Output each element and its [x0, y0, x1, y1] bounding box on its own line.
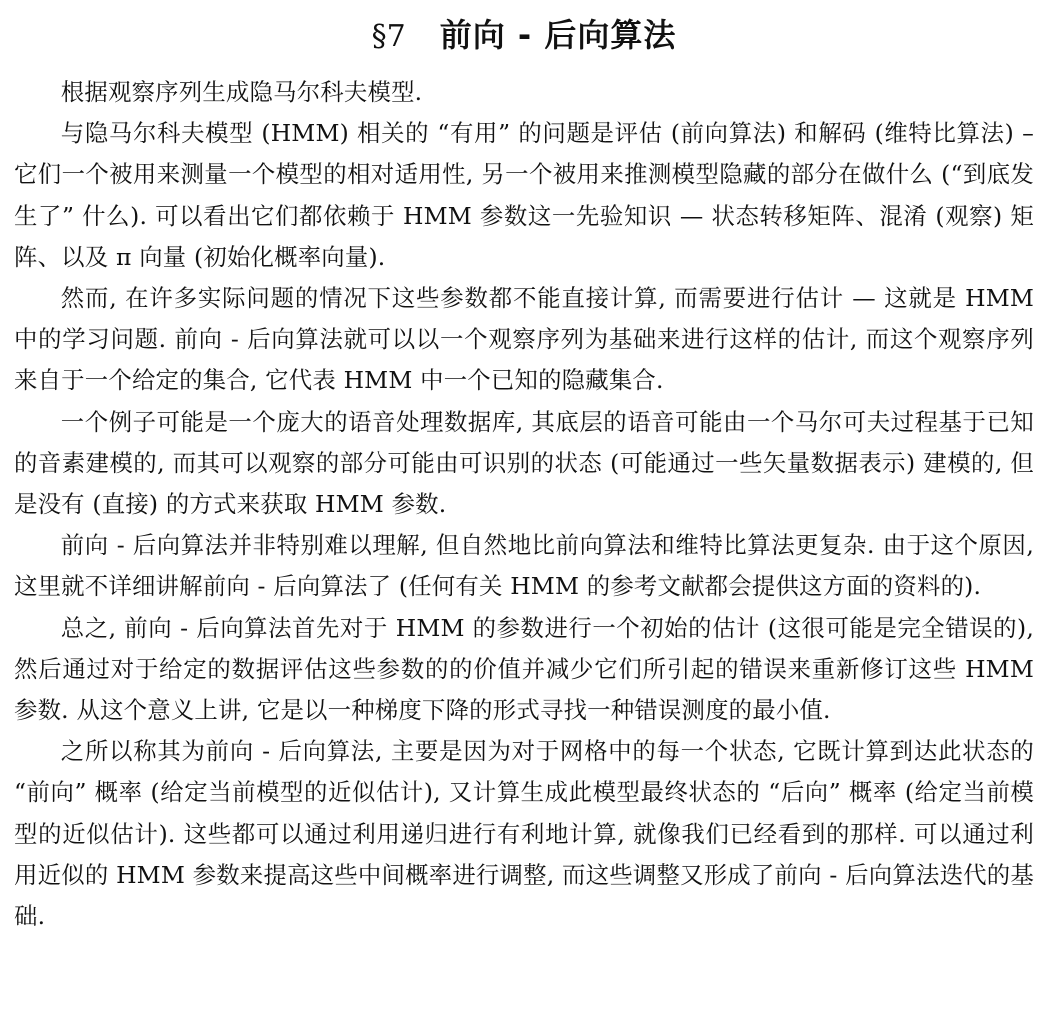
section-heading: [14, 10, 1034, 66]
paragraph-speech-example: 一个例子可能是一个庞大的语音处理数据库, 其底层的语音可能由一个马尔可夫过程基于已知的音素建模的, 而其可以观察的部分可能由可识别的状态 (可能通过一些矢量数据表示) 建模的, 但是没有 (直接) 的方式来获取 HMM 参数.: [14, 407, 1034, 519]
paragraph-naming-reason: 之所以称其为前向 - 后向算法, 主要是因为对于网格中的每一个状态, 它既计算到达此状态的 “前向” 概率 (给定当前模型的近似估计), 又计算生成此模型最终状态的 “后向” 概率 (给定当前模型的近似估计). 这些都可以通过利用递归进行有利地计算, 就像我们已经看到的那样. 可以通过利用近似的 HMM 参数来提高这些中间概率进行调整, 而这些调整又形成了前向 - 后向算法迭代的基础.: [14, 737, 1034, 931]
paragraph-summary: 总之, 前向 - 后向算法首先对于 HMM 的参数进行一个初始的估计 (这很可能是完全错误的), 然后通过对于给定的数据评估这些参数的的价值并减少它们所引起的错误来重新修订这些 HMM 参数. 从这个意义上讲, 它是以一种梯度下降的形式寻找一种错误测度的最小值.: [14, 613, 1034, 725]
section-number: §7: [371, 19, 406, 54]
paragraph-intro: 根据观察序列生成隐马尔科夫模型.: [60, 78, 423, 106]
section-title: 前向 - 后向算法: [439, 16, 677, 54]
paragraph-hmm-problems: 与隐马尔科夫模型 (HMM) 相关的 “有用” 的问题是评估 (前向算法) 和解码 (维特比算法) – 它们一个被用来测量一个模型的相对适用性, 另一个被用来推测模型隐藏的部分在做什么 (“到底发生了” 什么). 可以看出它们都依赖于 HMM 参数这一先验知识 — 状态转移矩阵、混淆 (观察) 矩阵、以及 π 向量 (初始化概率向量).: [14, 119, 1034, 271]
paragraph-complexity: 前向 - 后向算法并非特别难以理解, 但自然地比前向算法和维特比算法更复杂. 由于这个原因, 这里就不详细讲解前向 - 后向算法了 (任何有关 HMM 的参考文献都会提供这方面的资料的).: [14, 531, 1034, 601]
paragraph-learning-problem: 然而, 在许多实际问题的情况下这些参数都不能直接计算, 而需要进行估计 — 这就是 HMM 中的学习问题. 前向 - 后向算法就可以以一个观察序列为基础来进行这样的估计, 而这个观察序列来自于一个给定的集合, 它代表 HMM 中一个已知的隐藏集合.: [14, 284, 1034, 395]
